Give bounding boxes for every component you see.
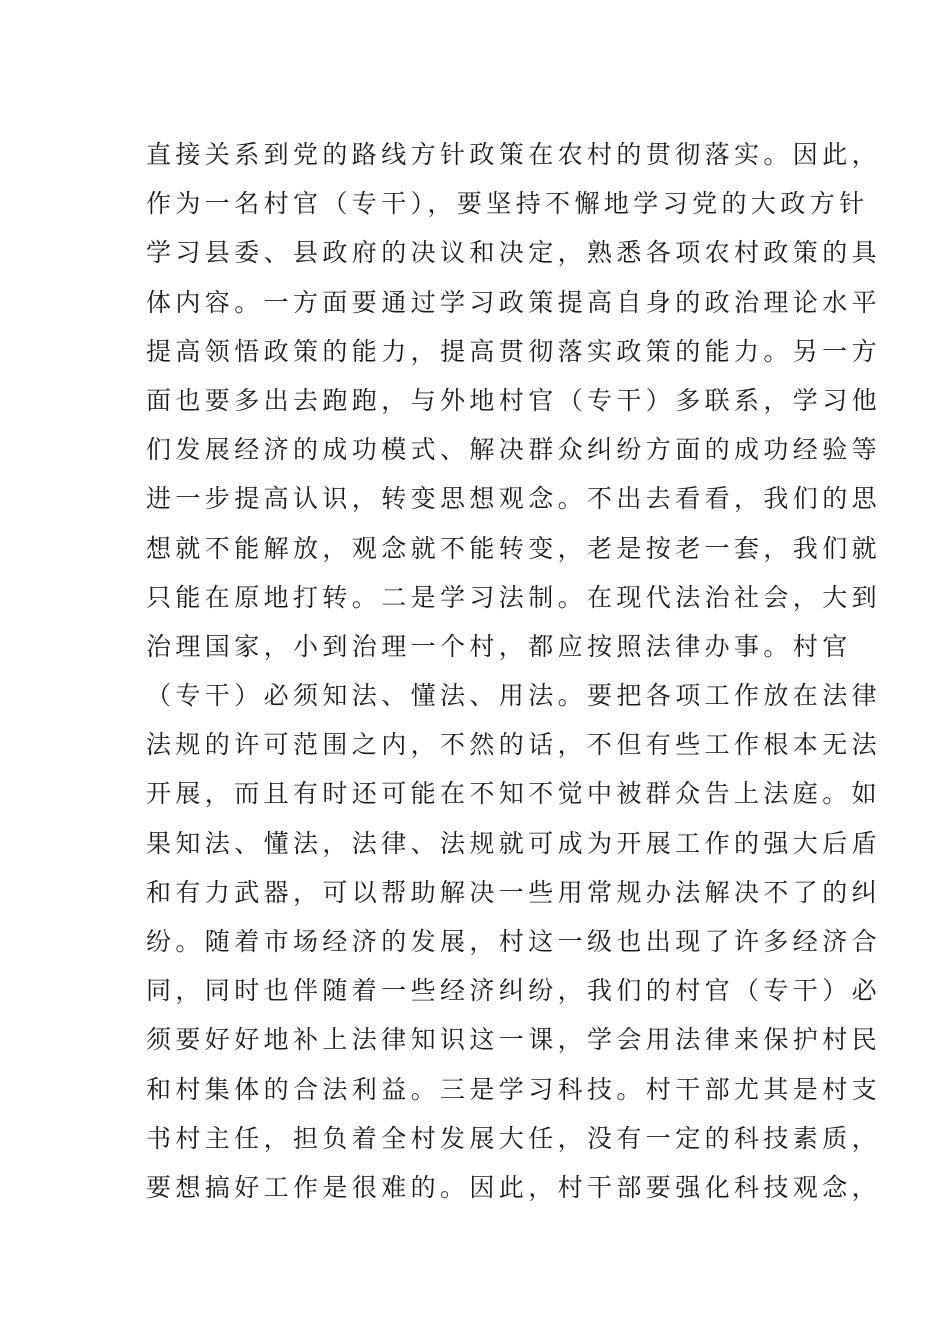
text-line: 书村主任，担负着全村发展大任，没有一定的科技素质， — [146, 1123, 882, 1153]
text-line: 同，同时也伴随着一些经济纠纷，我们的村官（专干）必 — [146, 976, 882, 1006]
text-line: 进一步提高认识，转变思想观念。不出去看看，我们的思 — [146, 484, 882, 514]
text-line: 提高领悟政策的能力，提高贯彻落实政策的能力。另一方 — [146, 336, 882, 366]
text-line: 只能在原地打转。二是学习法制。在现代法治社会，大到 — [146, 582, 882, 612]
text-line: 果知法、懂法，法律、法规就可成为开展工作的强大后盾 — [146, 828, 882, 858]
text-line: 要想搞好工作是很难的。因此，村干部要强化科技观念， — [146, 1172, 882, 1202]
text-line: 治理国家，小到治理一个村，都应按照法律办事。村官 — [146, 631, 852, 661]
body-text — [146, 130, 882, 1212]
text-line: 们发展经济的成功模式、解决群众纠纷方面的成功经验等 — [146, 435, 882, 465]
text-line: 和有力武器，可以帮助解决一些用常规办法解决不了的纠 — [146, 877, 882, 907]
text-line: 学习县委、县政府的决议和决定，熟悉各项农村政策的具 — [146, 238, 882, 268]
text-line: 体内容。一方面要通过学习政策提高自身的政治理论水平 — [146, 287, 882, 317]
text-line: 法规的许可范围之内，不然的话，不但有些工作根本无法 — [146, 730, 882, 760]
text-line: 开展，而且有时还可能在不知不觉中被群众告上法庭。如 — [146, 779, 882, 809]
text-line: 面也要多出去跑跑，与外地村官（专干）多联系，学习他 — [146, 385, 882, 415]
text-line: 作为一名村官（专干），要坚持不懈地学习党的大政方针 — [146, 189, 869, 219]
text-line: 须要好好地补上法律知识这一课，学会用法律来保护村民 — [146, 1025, 882, 1055]
text-line: （专干）必须知法、懂法、用法。要把各项工作放在法律 — [146, 681, 882, 711]
text-line: 和村集体的合法利益。三是学习科技。村干部尤其是村支 — [146, 1074, 882, 1104]
text-line: 直接关系到党的路线方针政策在农村的贯彻落实。因此， — [146, 140, 882, 169]
text-line: 纷。随着市场经济的发展，村这一级也出现了许多经济合 — [146, 927, 882, 956]
text-line: 想就不能解放，观念就不能转变，老是按老一套，我们就 — [146, 533, 882, 563]
